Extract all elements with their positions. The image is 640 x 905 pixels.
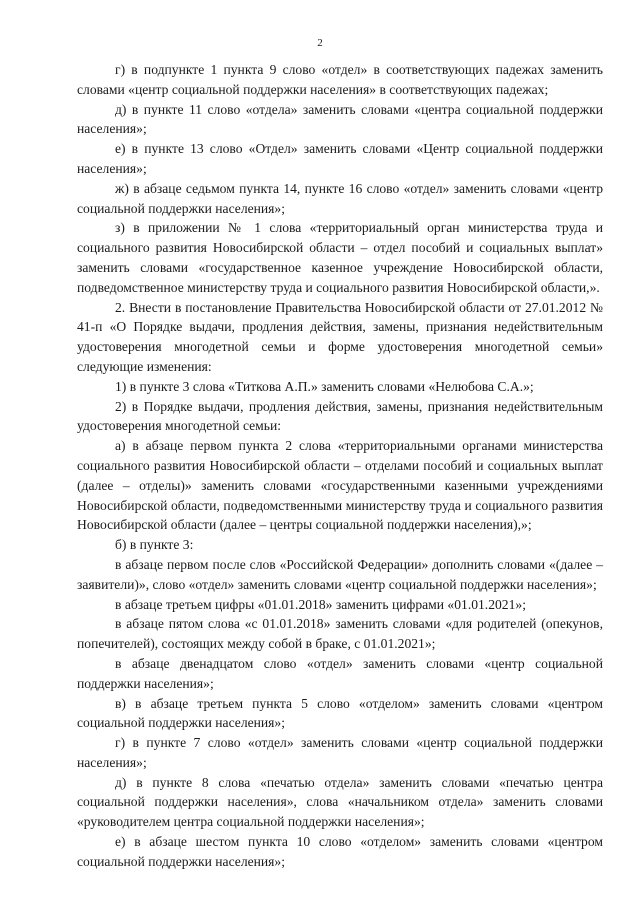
paragraph: д) в пункте 8 слова «печатью отдела» заменить словами «печатью центра социальной поддержки населения», слова «начальником отдела» заменить словами «руководителем центра социальной поддержки населения»; xyxy=(77,774,603,830)
paragraph: в абзаце первом после слов «Российской Федерации» дополнить словами «(далее – заявители)», слово «отдел» заменить словами «центр социальной поддержки населения»; xyxy=(77,556,603,592)
paragraph: а) в абзаце первом пункта 2 слова «территориальными органами министерства социального развития Новосибирской области – отделами пособий и социальных выплат (далее – отделы)» заменить словами «государственными казенными учреждениями Новосибирской области, подведомственными министерству труда и социального развития Новосибирской области (далее – центры социальной поддержки населения),»; xyxy=(77,438,603,533)
paragraph: в абзаце пятом слова «с 01.01.2018» заменить словами «для родителей (опекунов, попечителей), состоящих между собой в браке, с 01.01.2021»; xyxy=(77,616,603,652)
paragraph: е) в абзаце шестом пункта 10 слово «отделом» заменить словами «центром социальной поддержки населения»; xyxy=(77,834,603,869)
document-body xyxy=(77,60,603,872)
page-number: 2 xyxy=(317,37,323,49)
paragraph: е) в пункте 13 слово «Отдел» заменить словами «Центр социальной поддержки населения»; xyxy=(77,141,603,176)
paragraph: з) в приложении № 1 слова «территориальный орган министерства труда и социального развития Новосибирской области – отдел пособий и социальных выплат» заменить словами «государственное казенное учреждение Новосибирской области, подведомственное министерству труда и социального развития Новосибирской области,». xyxy=(77,220,603,295)
paragraph: г) в подпункте 1 пункта 9 слово «отдел» в соответствующих падежах заменить словами «центр социальной поддержки населения» в соответствующих падежах; xyxy=(77,62,603,97)
paragraph: в абзаце двенадцатом слово «отдел» заменить словами «центр социальной поддержки населения»; xyxy=(77,655,603,691)
paragraph: б) в пункте 3: xyxy=(115,537,194,553)
paragraph: в) в абзаце третьем пункта 5 слово «отделом» заменить словами «центром социальной поддержки населения»; xyxy=(77,695,603,731)
paragraph: в абзаце третьем цифры «01.01.2018» заменить цифрами «01.01.2021»; xyxy=(115,596,526,612)
paragraph: 2. Внести в постановление Правительства Новосибирской области от 27.01.2012 № 41-п «О Порядке выдачи, продления действия, замены, признания недействительным удостоверения многодетной семьи и форме удостоверения многодетной семьи» следующие изменения: xyxy=(77,299,603,374)
paragraph: 1) в пункте 3 слова «Титкова А.П.» заменить словами «Нелюбова С.А.»; xyxy=(115,378,534,394)
paragraph: д) в пункте 11 слово «отдела» заменить словами «центра социальной поддержки населения»; xyxy=(77,101,603,137)
paragraph: ж) в абзаце седьмом пункта 14, пункте 16 слово «отдел» заменить словами «центр социальной поддержки населения»; xyxy=(77,180,603,216)
paragraph: г) в пункте 7 слово «отдел» заменить словами «центр социальной поддержки населения»; xyxy=(77,735,603,770)
paragraph: 2) в Порядке выдачи, продления действия, замены, признания недействительным удостоверения многодетной семьи: xyxy=(77,398,603,434)
